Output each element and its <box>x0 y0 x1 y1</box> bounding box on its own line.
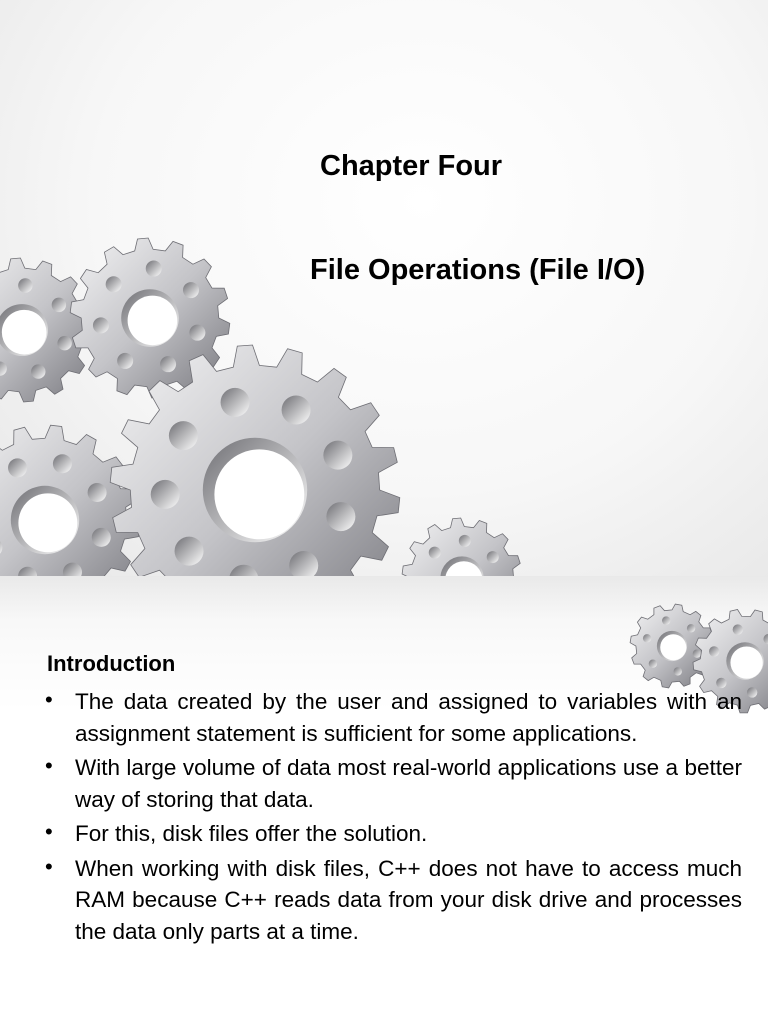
bullet-text: The data created by the user and assigned to variables with an assignment statement is sufficient for some applications. <box>75 689 742 746</box>
bullet-item <box>45 853 742 948</box>
bullet-item <box>45 818 742 850</box>
bullet-dot: • <box>45 687 53 712</box>
bullet-list <box>45 686 742 950</box>
bullet-dot: • <box>45 853 53 879</box>
gear-icon <box>402 518 522 576</box>
bullet-dot: • <box>45 819 53 844</box>
bullet-text: For this, disk files offer the solution. <box>75 821 428 846</box>
gear-icon <box>0 425 140 576</box>
bullet-text: When working with disk files, C++ does not have to access much RAM because C++ reads data from your disk drive and processes the data only parts at a time. <box>75 855 742 944</box>
chapter-title: Chapter Four <box>320 150 503 182</box>
content-slide <box>0 576 768 1024</box>
bullet-item <box>45 686 742 749</box>
slide-title: File Operations (File I/O) <box>310 254 646 286</box>
gear-icon <box>0 258 94 402</box>
bullet-dot: • <box>45 753 53 778</box>
section-heading: Introduction <box>47 651 176 676</box>
bullet-text: With large volume of data most real-world applications use a better way of storing that data. <box>75 755 742 812</box>
bullet-item <box>45 752 742 815</box>
